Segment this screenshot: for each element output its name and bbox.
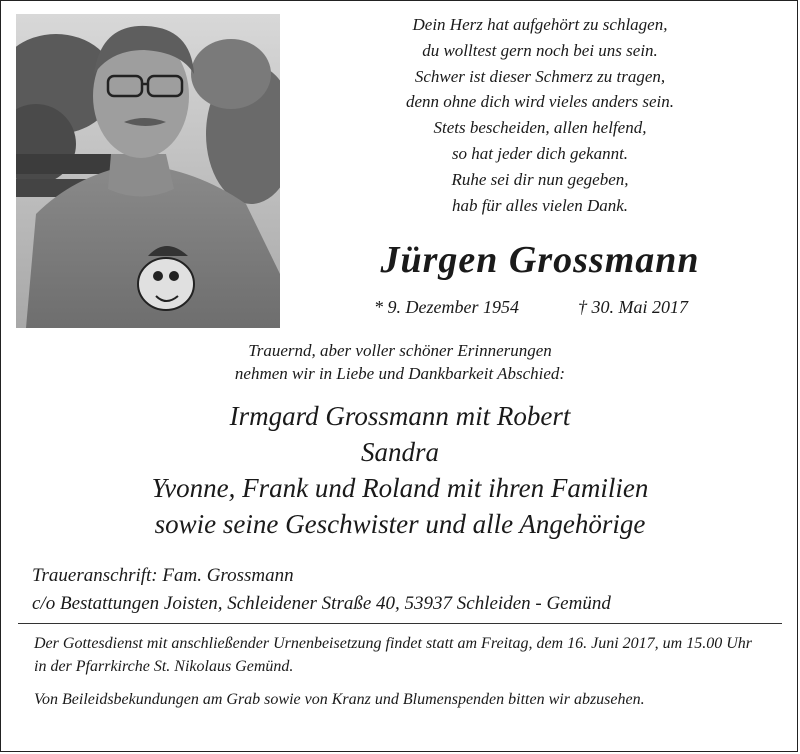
mourning-intro (0, 340, 800, 385)
poem-line: du wolltest gern noch bei uns sein. (422, 40, 658, 60)
birth-date: * 9. Dezember 1954 (374, 297, 519, 317)
divider (18, 623, 782, 624)
mourner-line: Sandra (360, 437, 439, 467)
mourner-line: sowie seine Geschwister und alle Angehörige (154, 509, 646, 539)
intro-line: Trauernd, aber voller schöner Erinnerungen (248, 341, 552, 360)
poem-line: hab für alles vielen Dank. (451, 195, 629, 215)
poem-line: Ruhe sei dir nun gegeben, (451, 169, 629, 189)
mourner-line: Yvonne, Frank und Roland mit ihren Familien (151, 473, 649, 503)
condolence-request: Von Beileidsbekundungen am Grab sowie von Kranz und Blumenspenden bitten wir abzusehen. (34, 691, 645, 708)
mourning-address (32, 562, 772, 618)
service-notice: Der Gottesdienst mit anschließender Urnenbeisetzung findet statt am Freitag, dem 16. Juni 2017, um 15.00 Uhr in der Pfarrkirche St. Nikolaus Gemünd. (34, 635, 752, 675)
death-date: † 30. Mai 2017 (578, 297, 688, 317)
poem-line: denn ohne dich wird vieles anders sein. (405, 92, 674, 112)
intro-line: nehmen wir in Liebe und Dankbarkeit Abschied: (234, 363, 566, 383)
portrait-illustration (16, 14, 280, 328)
mourners-list (0, 398, 800, 542)
address-line: Traueranschrift: Fam. Grossmann (32, 565, 294, 586)
portrait-photo (16, 14, 280, 328)
poem-line: Stets bescheiden, allen helfend, (433, 118, 647, 138)
address-line: c/o Bestattungen Joisten, Schleidener Straße 40, 53937 Schleiden - Gemünd (32, 593, 611, 614)
poem-line: so hat jeder dich gekannt. (451, 143, 629, 163)
mourner-line: Irmgard Grossmann mit Robert (229, 401, 571, 431)
poem-line: Schwer ist dieser Schmerz zu tragen, (414, 66, 666, 86)
memorial-poem (290, 12, 790, 218)
poem-line: Dein Herz hat aufgehört zu schlagen, (412, 15, 668, 34)
deceased-name: Jürgen Grossmann (380, 239, 700, 281)
